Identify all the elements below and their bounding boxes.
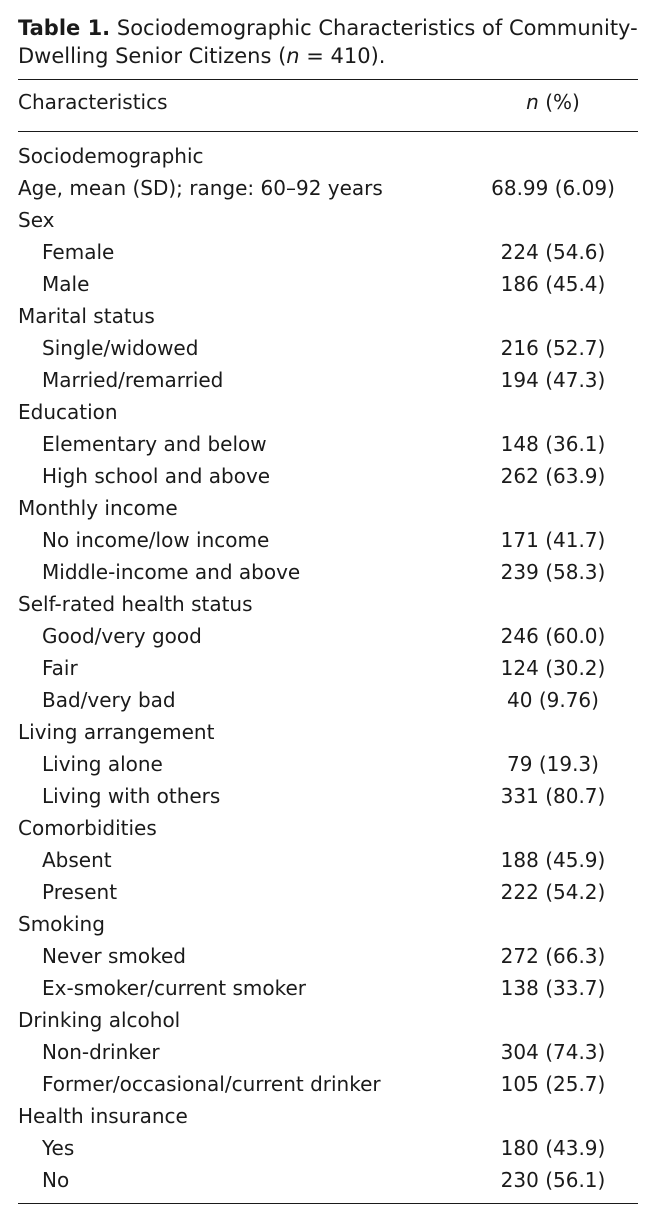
row-value: 246 (60.0)	[500, 624, 606, 648]
row-label: Smoking	[18, 912, 105, 936]
row-value: 224 (54.6)	[500, 240, 606, 264]
top-rule	[18, 79, 638, 80]
header-rule	[18, 131, 638, 132]
table-row	[18, 428, 638, 460]
row-label: Non-drinker	[42, 1040, 160, 1064]
row-label: Ex-smoker/current smoker	[42, 976, 307, 1000]
row-label: Fair	[42, 656, 78, 680]
table-section-row	[18, 172, 638, 204]
row-label: Age, mean (SD); range: 60–92 years	[18, 176, 383, 200]
row-label: No	[42, 1168, 70, 1192]
row-value: 262 (63.9)	[500, 464, 606, 488]
table-row	[18, 268, 638, 300]
row-label: Health insurance	[18, 1104, 188, 1128]
table-row	[18, 620, 638, 652]
row-label: Drinking alcohol	[18, 1008, 181, 1032]
row-value: 148 (36.1)	[500, 432, 606, 456]
row-value: 304 (74.3)	[500, 1040, 606, 1064]
row-label: Single/widowed	[42, 336, 199, 360]
row-label: Present	[42, 880, 118, 904]
table-section-row	[18, 396, 638, 428]
row-value: 105 (25.7)	[500, 1072, 606, 1096]
row-label: Bad/very bad	[42, 688, 176, 712]
row-value: 188 (45.9)	[500, 848, 606, 872]
row-label: No income/low income	[42, 528, 270, 552]
row-label: Yes	[42, 1136, 75, 1160]
table-caption	[18, 14, 638, 70]
caption-text-end: = 410).	[299, 44, 386, 68]
row-label: Good/very good	[42, 624, 202, 648]
table-section-row	[18, 204, 638, 236]
row-value: 331 (80.7)	[500, 784, 606, 808]
table-section-row	[18, 1100, 638, 1132]
row-value: 171 (41.7)	[500, 528, 606, 552]
table-section-row	[18, 716, 638, 748]
table-number: Table 1.	[18, 16, 111, 40]
row-label: Marital status	[18, 304, 155, 328]
row-label: Absent	[42, 848, 112, 872]
table-row	[18, 1036, 638, 1068]
row-value: 68.99 (6.09)	[491, 176, 615, 200]
row-value: 239 (58.3)	[500, 560, 606, 584]
table-section-row	[18, 1004, 638, 1036]
caption-text-start: Sociodemographic Characteristics of Community-Dwelling Senior Citizens (	[18, 16, 638, 68]
row-label: Education	[18, 400, 118, 424]
header-characteristics: Characteristics	[18, 90, 168, 114]
row-value: 124 (30.2)	[500, 656, 606, 680]
table-row	[18, 1164, 638, 1196]
row-label: Living with others	[42, 784, 221, 808]
table-row	[18, 844, 638, 876]
table-row	[18, 556, 638, 588]
header-n-symbol: n	[526, 90, 539, 114]
table-row	[18, 1068, 638, 1100]
row-label: Elementary and below	[42, 432, 267, 456]
row-value: 194 (47.3)	[500, 368, 606, 392]
caption-n-symbol: n	[286, 44, 300, 68]
row-value: 222 (54.2)	[500, 880, 606, 904]
row-value: 138 (33.7)	[500, 976, 606, 1000]
table-row	[18, 236, 638, 268]
row-label: Monthly income	[18, 496, 178, 520]
table-row	[18, 780, 638, 812]
table-row	[18, 524, 638, 556]
table-section-row	[18, 300, 638, 332]
table-section-row	[18, 812, 638, 844]
table-section-row	[18, 588, 638, 620]
table-row	[18, 332, 638, 364]
row-label: Never smoked	[42, 944, 186, 968]
row-value: 272 (66.3)	[500, 944, 606, 968]
table-row	[18, 1132, 638, 1164]
row-label: Living alone	[42, 752, 163, 776]
bottom-rule	[18, 1203, 638, 1204]
table-row	[18, 876, 638, 908]
table-row	[18, 748, 638, 780]
row-value: 186 (45.4)	[500, 272, 606, 296]
row-label: Living arrangement	[18, 720, 215, 744]
table-section-row	[18, 140, 638, 172]
row-value: 40 (9.76)	[507, 688, 599, 712]
table-row	[18, 940, 638, 972]
table-header	[18, 90, 638, 122]
header-n-percent	[468, 90, 638, 114]
row-label: Self-rated health status	[18, 592, 253, 616]
row-label: Sociodemographic	[18, 144, 204, 168]
row-label: Sex	[18, 208, 55, 232]
table-body	[18, 140, 638, 1196]
row-label: High school and above	[42, 464, 271, 488]
row-value: 230 (56.1)	[500, 1168, 606, 1192]
row-label: Comorbidities	[18, 816, 157, 840]
table-row	[18, 684, 638, 716]
table-row	[18, 652, 638, 684]
table-row	[18, 364, 638, 396]
row-value: 79 (19.3)	[507, 752, 599, 776]
header-percent: (%)	[538, 90, 580, 114]
row-label: Male	[42, 272, 90, 296]
row-label: Middle-income and above	[42, 560, 301, 584]
row-label: Female	[42, 240, 115, 264]
row-value: 180 (43.9)	[500, 1136, 606, 1160]
table-section-row	[18, 908, 638, 940]
table-row	[18, 972, 638, 1004]
table-section-row	[18, 492, 638, 524]
row-label: Married/remarried	[42, 368, 224, 392]
row-value: 216 (52.7)	[500, 336, 606, 360]
table-row	[18, 460, 638, 492]
row-label: Former/occasional/current drinker	[42, 1072, 381, 1096]
